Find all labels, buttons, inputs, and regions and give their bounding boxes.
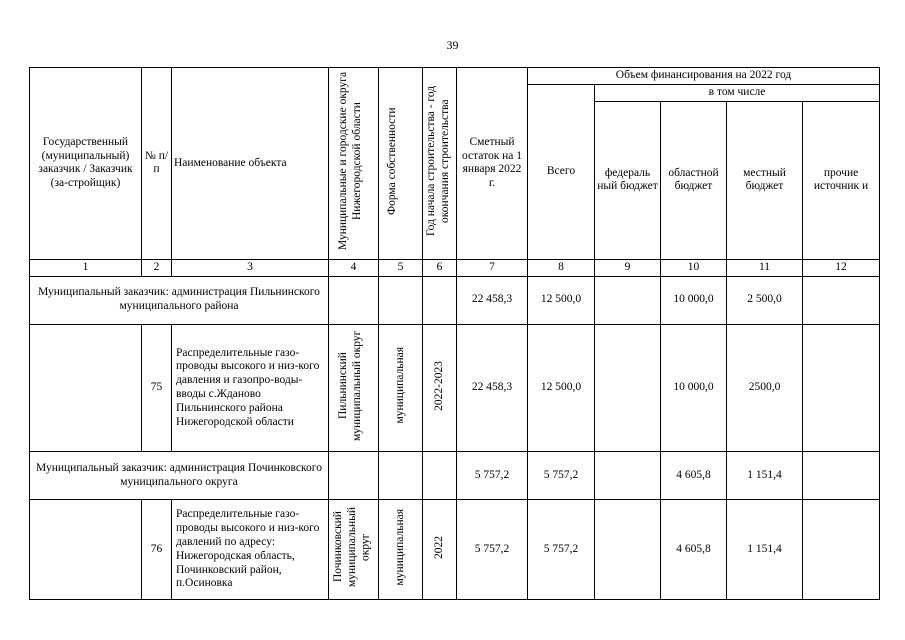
group-estimated: 22 458,3 [457,276,528,324]
header-estimated-balance: Сметный остаток на 1 января 2022 г. [457,68,528,260]
header-including: в том числе [595,84,880,101]
object-years [423,324,457,452]
column-number: 7 [457,259,528,276]
group-local: 1 151,4 [727,452,803,500]
header-row-1 [30,68,880,85]
header-num: № п/п [142,68,172,260]
object-local: 1 151,4 [727,500,803,600]
object-num: 76 [142,500,172,600]
object-years-text: 2022-2023 [432,360,445,411]
empty-cell [379,452,423,500]
header-district-text: Муниципальные и городские округа Нижегородской области [336,71,363,251]
group-local: 2 500,0 [727,276,803,324]
object-federal [595,500,661,600]
object-row-75 [30,324,880,452]
group-federal [595,276,661,324]
object-total: 5 757,2 [528,500,595,600]
object-federal [595,324,661,452]
column-number: 12 [803,259,880,276]
group-regional: 10 000,0 [661,276,727,324]
column-number: 8 [528,259,595,276]
object-row-76 [30,500,880,600]
header-total: Всего [528,84,595,259]
object-estimated: 22 458,3 [457,324,528,452]
object-years-text: 2022 [432,535,445,559]
financing-table [29,67,880,600]
column-number: 6 [423,259,457,276]
empty-cell [30,500,142,600]
object-ownership-text: муниципальная [393,509,406,586]
group-total: 5 757,2 [528,452,595,500]
column-number-row [30,259,880,276]
object-name: Распределительные газо-проводы высокого и низ-кого давления и газопро-воды-вводы с.Жданово Пильнинского района Нижегородской области [172,324,329,452]
header-funding-title: Объем финансирования на 2022 год [528,68,880,85]
empty-cell [423,452,457,500]
group-other [803,276,880,324]
object-district [329,324,379,452]
empty-cell [329,276,379,324]
object-ownership-text: муниципальная [393,347,406,424]
header-district [329,68,379,260]
group-total: 12 500,0 [528,276,595,324]
header-other: прочие источник и [803,101,880,259]
header-years-text: Год начала строительства - год окончания строительства [424,85,451,237]
object-other [803,500,880,600]
object-ownership [379,500,423,600]
object-local: 2500,0 [727,324,803,452]
group-other [803,452,880,500]
column-number: 9 [595,259,661,276]
object-total: 12 500,0 [528,324,595,452]
object-regional: 10 000,0 [661,324,727,452]
page-number: 39 [446,38,459,52]
object-estimated: 5 757,2 [457,500,528,600]
empty-cell [329,452,379,500]
group-regional: 4 605,8 [661,452,727,500]
object-district-text: Пильнинский муниципальный округ [336,330,363,441]
object-district-text: Починковский муниципальный округ [331,507,372,588]
group-estimated: 5 757,2 [457,452,528,500]
group-row-pochinki [30,452,880,500]
column-number: 11 [727,259,803,276]
header-object-name: Наименование объекта [172,68,329,260]
header-regional: областной бюджет [661,101,727,259]
group-customer: Муниципальный заказчик: администрация Починковского муниципального округа [30,452,329,500]
empty-cell [423,276,457,324]
empty-cell [30,324,142,452]
object-years [423,500,457,600]
group-row-pilna [30,276,880,324]
header-ownership [379,68,423,260]
object-num: 75 [142,324,172,452]
column-number: 5 [379,259,423,276]
column-number: 2 [142,259,172,276]
object-district [329,500,379,600]
column-number: 10 [661,259,727,276]
header-ownership-text: Форма собственности [385,107,398,215]
group-federal [595,452,661,500]
header-customer: Государственный (муниципальный) заказчик / Заказчик (за-стройщик) [30,68,142,260]
header-local: местный бюджет [727,101,803,259]
column-number: 3 [172,259,329,276]
header-years [423,68,457,260]
group-customer: Муниципальный заказчик: администрация Пильнинского муниципального района [30,276,329,324]
object-ownership [379,324,423,452]
column-number: 1 [30,259,142,276]
empty-cell [379,276,423,324]
object-regional: 4 605,8 [661,500,727,600]
object-name: Распределительные газо-проводы высокого и низ-кого давлений по адресу: Нижегородская область, Починковский район, п.Осиновка [172,500,329,600]
header-federal: федераль ный бюджет [595,101,661,259]
column-number: 4 [329,259,379,276]
object-other [803,324,880,452]
